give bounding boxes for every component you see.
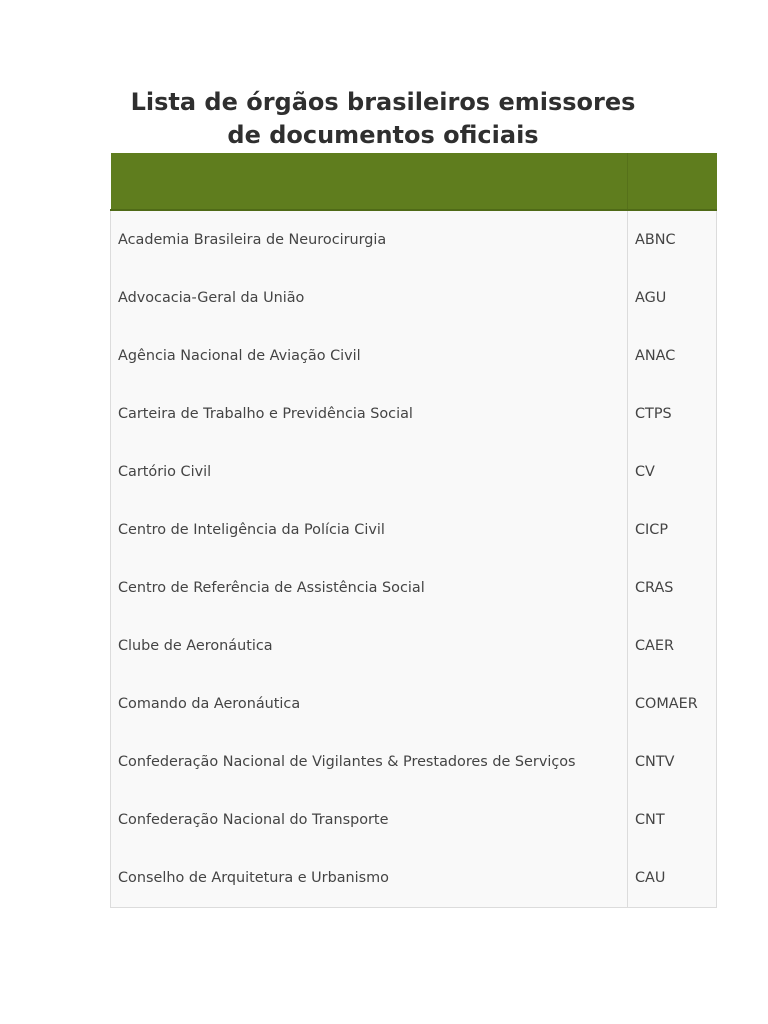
organization-name: Confederação Nacional do Transporte <box>111 791 628 849</box>
organization-name: Centro de Inteligência da Polícia Civil <box>111 501 628 559</box>
organization-acronym: CRAS <box>628 559 717 617</box>
table-row <box>111 501 717 559</box>
organization-name: Cartório Civil <box>111 443 628 501</box>
organization-acronym: CNT <box>628 791 717 849</box>
organization-acronym: CICP <box>628 501 717 559</box>
organization-acronym: CV <box>628 443 717 501</box>
organization-acronym: CTPS <box>628 385 717 443</box>
organization-name: Conselho de Arquitetura e Urbanismo <box>111 849 628 908</box>
table-row <box>111 269 717 327</box>
organization-acronym: CNTV <box>628 733 717 791</box>
organization-name: Advocacia-Geral da União <box>111 269 628 327</box>
table-row <box>111 327 717 385</box>
header-cell-name <box>111 153 628 210</box>
organization-acronym: AGU <box>628 269 717 327</box>
table-row <box>111 385 717 443</box>
header-cell-acronym <box>628 153 717 210</box>
organization-name: Clube de Aeronáutica <box>111 617 628 675</box>
table-row <box>111 733 717 791</box>
table-row <box>111 849 717 908</box>
table-container <box>110 153 716 908</box>
organizations-table <box>110 153 717 908</box>
organization-acronym: CAU <box>628 849 717 908</box>
organization-acronym: COMAER <box>628 675 717 733</box>
table-row <box>111 559 717 617</box>
organization-acronym: ABNC <box>628 210 717 269</box>
organization-name: Confederação Nacional de Vigilantes & Prestadores de Serviços <box>111 733 628 791</box>
organization-name: Academia Brasileira de Neurocirurgia <box>111 210 628 269</box>
organization-name: Agência Nacional de Aviação Civil <box>111 327 628 385</box>
table-row <box>111 617 717 675</box>
organization-name: Centro de Referência de Assistência Social <box>111 559 628 617</box>
table-row <box>111 443 717 501</box>
organization-acronym: ANAC <box>628 327 717 385</box>
table-row <box>111 675 717 733</box>
organization-name: Carteira de Trabalho e Previdência Social <box>111 385 628 443</box>
page-title: Lista de órgãos brasileiros emissores de documentos oficiais <box>130 88 636 149</box>
table-header-row <box>111 153 717 210</box>
table-row <box>111 791 717 849</box>
organization-acronym: CAER <box>628 617 717 675</box>
table-row <box>111 210 717 269</box>
organization-name: Comando da Aeronáutica <box>111 675 628 733</box>
